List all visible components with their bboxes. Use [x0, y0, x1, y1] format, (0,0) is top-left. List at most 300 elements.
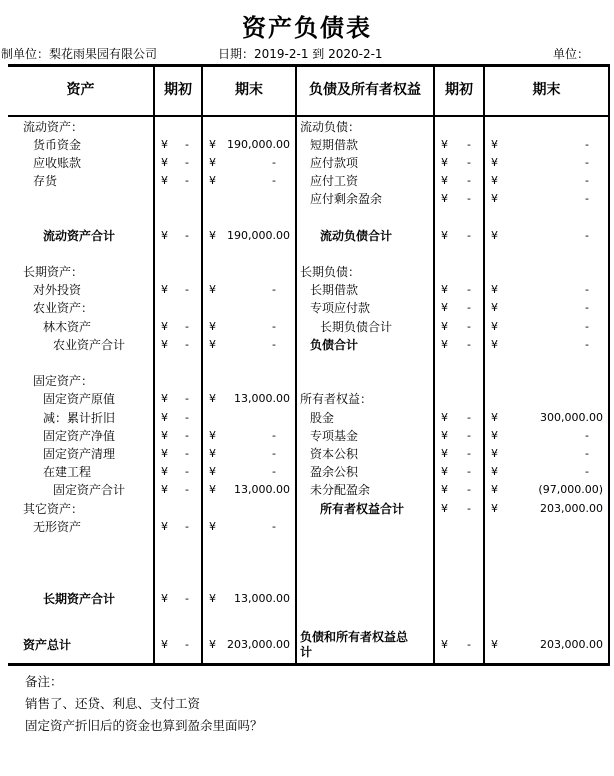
- amount-cell: [435, 263, 485, 281]
- asset-label: [8, 481, 155, 499]
- amount-value: -: [185, 519, 189, 533]
- amount-cell: [485, 190, 608, 208]
- liability-label-text: 资本公积: [310, 446, 359, 461]
- header-cell-assets: [8, 67, 155, 115]
- amount-cell: [203, 590, 297, 608]
- amount-cell: [155, 263, 203, 281]
- amount-value: 203,000.00: [540, 501, 603, 515]
- amount-cell: [435, 444, 485, 462]
- currency-symbol: ¥: [161, 465, 168, 479]
- liability-label: [297, 190, 435, 208]
- liability-label: [297, 626, 435, 663]
- liability-label-text: 专项基金: [310, 428, 359, 443]
- amount-cell: [155, 608, 203, 626]
- amount-cell: [485, 426, 608, 444]
- amount-cell: [485, 317, 608, 335]
- amount-cell: [155, 444, 203, 462]
- amount-cell: [485, 535, 608, 553]
- amount-value: -: [585, 337, 589, 351]
- currency-symbol: ¥: [161, 319, 168, 333]
- amount-cell: [485, 208, 608, 226]
- amount-cell: [203, 172, 297, 190]
- amount-cell: [485, 499, 608, 517]
- currency-symbol: ¥: [441, 319, 448, 333]
- amount-cell: [155, 390, 203, 408]
- liability-label-text: 未分配盈余: [310, 483, 371, 498]
- note-line: 固定资产折旧后的资金也算到盈余里面吗？: [25, 718, 263, 734]
- amount-cell: [155, 117, 203, 135]
- amount-value: -: [585, 301, 589, 315]
- asset-label-text: 固定资产净值: [43, 428, 116, 443]
- amount-cell: [435, 335, 485, 353]
- currency-symbol: ¥: [209, 174, 216, 188]
- liability-label: [297, 117, 435, 135]
- amount-value: 190,000.00: [227, 228, 290, 242]
- asset-label-text: 农业资产：: [33, 301, 94, 316]
- liability-label: [297, 244, 435, 262]
- asset-label: [8, 590, 155, 608]
- currency-symbol: ¥: [161, 592, 168, 606]
- amount-cell: [203, 481, 297, 499]
- currency-symbol: ¥: [209, 446, 216, 460]
- liability-label: [297, 299, 435, 317]
- amount-cell: [155, 153, 203, 171]
- amount-cell: [435, 554, 485, 572]
- asset-label: [8, 554, 155, 572]
- currency-symbol: ¥: [491, 301, 498, 315]
- currency-symbol: ¥: [441, 638, 448, 652]
- amount-cell: [485, 390, 608, 408]
- table-row: [8, 263, 608, 281]
- amount-cell: [155, 499, 203, 517]
- amount-cell: [435, 172, 485, 190]
- table-row: [8, 226, 608, 244]
- amount-cell: [203, 572, 297, 590]
- liability-label: [297, 353, 435, 371]
- amount-value: 13,000.00: [234, 483, 290, 497]
- liability-label: [297, 135, 435, 153]
- unit-label: 单位：: [553, 47, 590, 61]
- amount-value: 13,000.00: [234, 392, 290, 406]
- table-row: [8, 317, 608, 335]
- currency-symbol: ¥: [491, 137, 498, 151]
- amount-cell: [435, 117, 485, 135]
- amount-cell: [435, 463, 485, 481]
- amount-value: -: [272, 319, 276, 333]
- table-row: [8, 153, 608, 171]
- currency-symbol: ¥: [441, 410, 448, 424]
- amount-value: -: [272, 519, 276, 533]
- asset-label-text: 固定资产合计: [53, 483, 126, 498]
- currency-symbol: ¥: [441, 301, 448, 315]
- liability-label-text: 流动负债：: [300, 119, 361, 134]
- currency-symbol: ¥: [491, 638, 498, 652]
- amount-cell: [435, 535, 485, 553]
- amount-cell: [155, 226, 203, 244]
- amount-value: -: [272, 428, 276, 442]
- amount-cell: [485, 408, 608, 426]
- amount-cell: [203, 208, 297, 226]
- currency-symbol: ¥: [441, 174, 448, 188]
- table-body: [8, 117, 608, 663]
- asset-label: [8, 281, 155, 299]
- asset-label: [8, 263, 155, 281]
- table-row: [8, 135, 608, 153]
- notes-section: [25, 671, 614, 737]
- amount-cell: [203, 444, 297, 462]
- amount-cell: [203, 190, 297, 208]
- amount-value: -: [467, 319, 471, 333]
- amount-cell: [203, 244, 297, 262]
- asset-label: [8, 372, 155, 390]
- currency-symbol: ¥: [209, 483, 216, 497]
- liability-label: [297, 226, 435, 244]
- amount-value: -: [185, 483, 189, 497]
- currency-symbol: ¥: [441, 337, 448, 351]
- amount-cell: [203, 135, 297, 153]
- table-row: [8, 299, 608, 317]
- header-cell-assets-closing: [203, 67, 297, 115]
- amount-value: -: [272, 465, 276, 479]
- currency-symbol: ¥: [441, 137, 448, 151]
- amount-cell: [155, 572, 203, 590]
- asset-label-text: 流动资产合计: [43, 228, 116, 243]
- amount-value: -: [185, 174, 189, 188]
- liability-label: [297, 517, 435, 535]
- amount-value: -: [585, 155, 589, 169]
- table-row: [8, 554, 608, 572]
- amount-cell: [203, 517, 297, 535]
- amount-value: -: [585, 446, 589, 460]
- liability-label-text: 长期负债：: [300, 265, 361, 280]
- liability-label: [297, 390, 435, 408]
- liability-label: [297, 335, 435, 353]
- currency-symbol: ¥: [491, 483, 498, 497]
- amount-value: (97,000.00): [538, 483, 603, 497]
- currency-symbol: ¥: [209, 592, 216, 606]
- currency-symbol: ¥: [441, 228, 448, 242]
- amount-cell: [435, 608, 485, 626]
- amount-cell: [485, 117, 608, 135]
- amount-cell: [485, 590, 608, 608]
- asset-label: [8, 408, 155, 426]
- table-row: [8, 463, 608, 481]
- amount-cell: [203, 317, 297, 335]
- currency-symbol: ¥: [491, 428, 498, 442]
- page-title: 资产负债表: [242, 14, 372, 42]
- currency-symbol: ¥: [161, 155, 168, 169]
- table-row: [8, 499, 608, 517]
- liability-label: [297, 608, 435, 626]
- asset-label: [8, 135, 155, 153]
- table-row: [8, 481, 608, 499]
- amount-cell: [485, 353, 608, 371]
- amount-cell: [155, 335, 203, 353]
- currency-symbol: ¥: [209, 283, 216, 297]
- table-row: [8, 117, 608, 135]
- amount-cell: [435, 353, 485, 371]
- table-row: [8, 426, 608, 444]
- asset-label-text: 资产总计: [23, 638, 72, 653]
- asset-label-text: 在建工程: [43, 465, 92, 480]
- amount-value: -: [185, 337, 189, 351]
- currency-symbol: ¥: [491, 192, 498, 206]
- amount-cell: [485, 135, 608, 153]
- asset-label-text: 对外投资: [33, 283, 82, 298]
- asset-label-text: 无形资产: [33, 519, 82, 534]
- table-row: [8, 372, 608, 390]
- currency-symbol: ¥: [491, 446, 498, 460]
- amount-cell: [203, 299, 297, 317]
- amount-cell: [203, 535, 297, 553]
- notes-label: 备注：: [25, 674, 63, 690]
- table-row: [8, 408, 608, 426]
- amount-cell: [435, 226, 485, 244]
- liability-label-text: 长期负债合计: [320, 319, 393, 334]
- amount-cell: [435, 372, 485, 390]
- amount-value: -: [585, 283, 589, 297]
- currency-symbol: ¥: [209, 337, 216, 351]
- header-closing2-text: 期末: [532, 82, 561, 99]
- asset-label: [8, 244, 155, 262]
- liability-label-text: 应付款项: [310, 155, 359, 170]
- liability-label: [297, 317, 435, 335]
- table-row: [8, 626, 608, 663]
- amount-value: -: [185, 592, 189, 606]
- asset-label-text: 货币资金: [33, 137, 82, 152]
- asset-label: [8, 572, 155, 590]
- liability-label-text: 盈余公积: [310, 465, 359, 480]
- currency-symbol: ¥: [161, 228, 168, 242]
- currency-symbol: ¥: [161, 483, 168, 497]
- amount-value: -: [467, 638, 471, 652]
- amount-value: -: [585, 174, 589, 188]
- asset-label-text: 固定资产：: [33, 374, 94, 389]
- currency-symbol: ¥: [161, 283, 168, 297]
- asset-label-text: 长期资产：: [23, 265, 84, 280]
- asset-label: [8, 426, 155, 444]
- header-assets-text: 资产: [66, 82, 95, 99]
- liability-label: [297, 208, 435, 226]
- amount-cell: [435, 481, 485, 499]
- currency-symbol: ¥: [491, 283, 498, 297]
- header-opening2-text: 期初: [445, 82, 473, 99]
- amount-cell: [155, 190, 203, 208]
- amount-value: -: [467, 301, 471, 315]
- amount-cell: [485, 226, 608, 244]
- prepared-by-label: 制单位：梨花雨果园有限公司: [1, 47, 158, 61]
- amount-cell: [435, 208, 485, 226]
- liability-label: [297, 263, 435, 281]
- asset-label: [8, 626, 155, 663]
- asset-label: [8, 153, 155, 171]
- amount-value: -: [185, 465, 189, 479]
- amount-cell: [435, 499, 485, 517]
- liability-label: [297, 463, 435, 481]
- header-cell-liabilities-closing: [485, 67, 608, 115]
- amount-cell: [155, 535, 203, 553]
- amount-value: -: [185, 638, 189, 652]
- amount-cell: [155, 626, 203, 663]
- table-row: [8, 353, 608, 371]
- liability-label: [297, 554, 435, 572]
- asset-label: [8, 608, 155, 626]
- amount-cell: [485, 172, 608, 190]
- asset-label: [8, 390, 155, 408]
- liability-label: [297, 535, 435, 553]
- note-line: 销售了、还贷、利息、支付工资: [25, 696, 201, 712]
- amount-value: -: [272, 174, 276, 188]
- table-row: [8, 608, 608, 626]
- liability-label-text: 负债合计: [310, 337, 359, 352]
- amount-cell: [155, 408, 203, 426]
- amount-value: -: [467, 155, 471, 169]
- amount-value: -: [185, 392, 189, 406]
- asset-label-text: 固定资产原值: [43, 392, 116, 407]
- liability-label-text: 所有者权益：: [300, 392, 373, 407]
- amount-cell: [203, 554, 297, 572]
- amount-cell: [203, 626, 297, 663]
- liability-label: [297, 499, 435, 517]
- currency-symbol: ¥: [491, 155, 498, 169]
- asset-label: [8, 353, 155, 371]
- amount-cell: [435, 190, 485, 208]
- table-row: [8, 590, 608, 608]
- amount-value: -: [585, 319, 589, 333]
- amount-value: -: [185, 428, 189, 442]
- asset-label: [8, 499, 155, 517]
- asset-label-text: 流动资产：: [23, 119, 84, 134]
- amount-value: -: [185, 283, 189, 297]
- amount-cell: [485, 554, 608, 572]
- currency-symbol: ¥: [491, 228, 498, 242]
- asset-label: [8, 317, 155, 335]
- amount-cell: [485, 244, 608, 262]
- amount-value: -: [467, 228, 471, 242]
- currency-symbol: ¥: [209, 638, 216, 652]
- amount-value: -: [467, 192, 471, 206]
- amount-value: -: [585, 137, 589, 151]
- table-row: [8, 335, 608, 353]
- asset-label: [8, 208, 155, 226]
- asset-label: [8, 226, 155, 244]
- amount-cell: [155, 481, 203, 499]
- currency-symbol: ¥: [161, 392, 168, 406]
- amount-cell: [203, 335, 297, 353]
- amount-cell: [485, 481, 608, 499]
- amount-value: -: [185, 446, 189, 460]
- amount-value: -: [467, 446, 471, 460]
- amount-cell: [435, 299, 485, 317]
- currency-symbol: ¥: [161, 519, 168, 533]
- asset-label: [8, 172, 155, 190]
- amount-cell: [203, 390, 297, 408]
- amount-value: -: [467, 137, 471, 151]
- currency-symbol: ¥: [161, 137, 168, 151]
- liability-label: [297, 444, 435, 462]
- table-row: [8, 172, 608, 190]
- amount-value: -: [272, 155, 276, 169]
- amount-value: -: [272, 337, 276, 351]
- table-row: [8, 190, 608, 208]
- amount-cell: [485, 463, 608, 481]
- amount-value: -: [185, 137, 189, 151]
- balance-sheet-page: [0, 8, 614, 776]
- amount-cell: [155, 590, 203, 608]
- amount-cell: [203, 117, 297, 135]
- amount-cell: [485, 335, 608, 353]
- amount-cell: [485, 263, 608, 281]
- currency-symbol: ¥: [209, 465, 216, 479]
- currency-symbol: ¥: [209, 519, 216, 533]
- header-cell-liabilities-opening: [435, 67, 485, 115]
- amount-value: -: [467, 501, 471, 515]
- currency-symbol: ¥: [491, 319, 498, 333]
- asset-label-text: 农业资产合计: [53, 337, 126, 352]
- amount-value: -: [467, 283, 471, 297]
- liability-label: [297, 572, 435, 590]
- table-row: [8, 281, 608, 299]
- amount-cell: [485, 153, 608, 171]
- currency-symbol: ¥: [209, 155, 216, 169]
- liability-label: [297, 481, 435, 499]
- amount-cell: [203, 372, 297, 390]
- amount-cell: [435, 135, 485, 153]
- currency-symbol: ¥: [209, 428, 216, 442]
- amount-value: 300,000.00: [540, 410, 603, 424]
- amount-cell: [435, 281, 485, 299]
- amount-cell: [435, 408, 485, 426]
- amount-value: -: [185, 319, 189, 333]
- currency-symbol: ¥: [441, 501, 448, 515]
- amount-value: -: [585, 428, 589, 442]
- currency-symbol: ¥: [491, 501, 498, 515]
- amount-value: 190,000.00: [227, 137, 290, 151]
- amount-cell: [203, 408, 297, 426]
- header-opening-text: 期初: [164, 82, 192, 99]
- currency-symbol: ¥: [161, 174, 168, 188]
- liability-label: [297, 372, 435, 390]
- amount-value: -: [185, 410, 189, 424]
- amount-cell: [435, 517, 485, 535]
- liability-label: [297, 426, 435, 444]
- amount-cell: [155, 426, 203, 444]
- currency-symbol: ¥: [441, 155, 448, 169]
- amount-cell: [435, 317, 485, 335]
- amount-value: -: [185, 155, 189, 169]
- liability-label-text: 专项应付款: [310, 301, 371, 316]
- asset-label-text: 存货: [33, 174, 58, 189]
- amount-cell: [203, 263, 297, 281]
- currency-symbol: ¥: [491, 174, 498, 188]
- liability-label: [297, 172, 435, 190]
- liability-label: [297, 590, 435, 608]
- table-row: [8, 390, 608, 408]
- amount-cell: [485, 517, 608, 535]
- liability-label-text: 所有者权益合计: [320, 501, 405, 516]
- currency-symbol: ¥: [209, 392, 216, 406]
- amount-cell: [155, 135, 203, 153]
- asset-label: [8, 517, 155, 535]
- amount-cell: [203, 608, 297, 626]
- amount-cell: [203, 463, 297, 481]
- asset-label: [8, 190, 155, 208]
- table-row: [8, 444, 608, 462]
- asset-label-text: 应收账款: [33, 155, 82, 170]
- amount-cell: [203, 153, 297, 171]
- liability-label-text: 应付剩余盈余: [310, 192, 383, 207]
- currency-symbol: ¥: [491, 465, 498, 479]
